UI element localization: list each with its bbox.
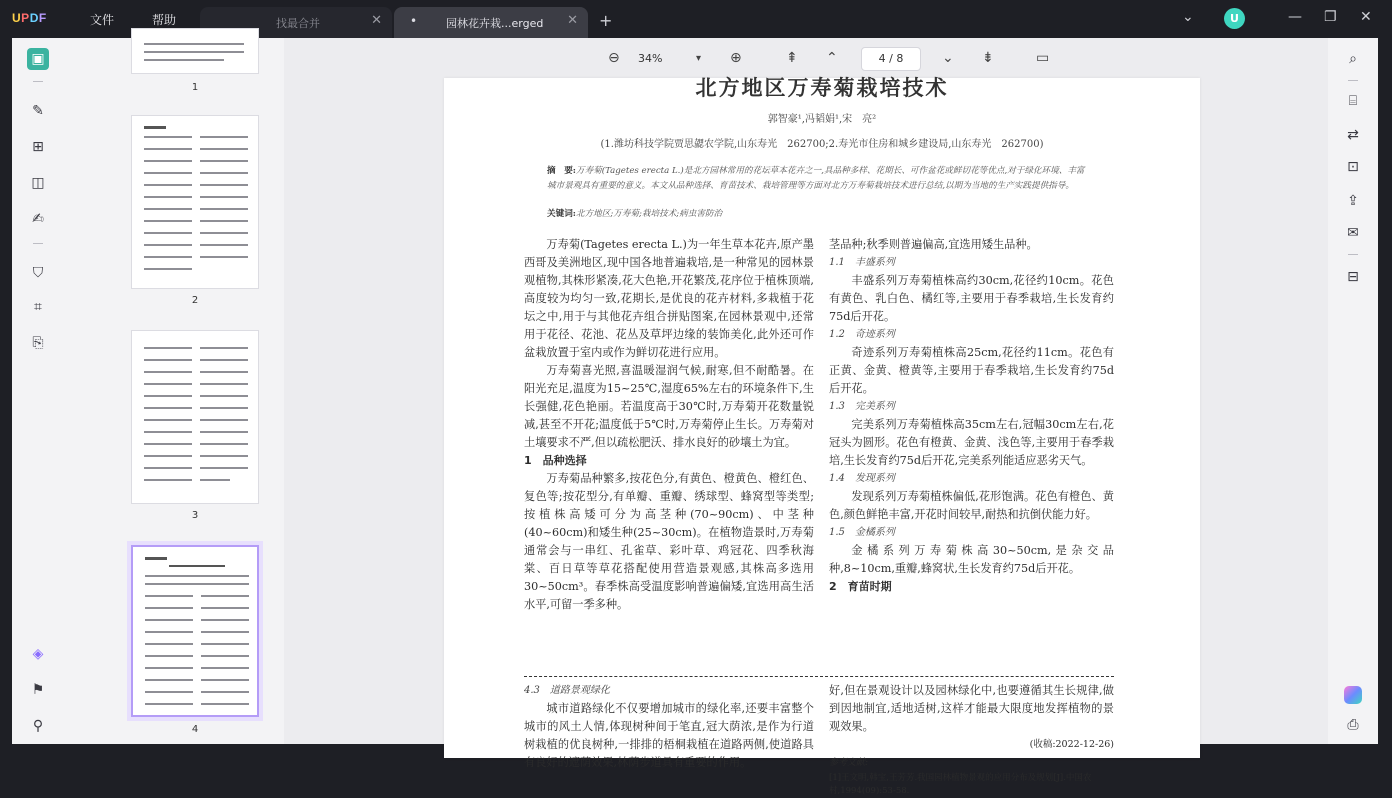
divider: [1348, 80, 1358, 81]
thumbnail-panel: [62, 38, 284, 744]
unsaved-dot-icon: •: [410, 14, 418, 28]
close-window-icon[interactable]: ✕: [1360, 9, 1372, 25]
paragraph: 发现系列万寿菊植株偏低,花形饱满。花色有橙色、黄色,颜色鲜艳丰富,开花时间较早,耐热和抗倒伏能力好。: [829, 490, 1114, 521]
document-title: 北方地区万寿菊栽培技术: [695, 75, 949, 100]
ocr-icon[interactable]: ⌸: [1348, 93, 1358, 109]
document-viewer: [284, 38, 1328, 796]
crop-icon[interactable]: ⌗: [34, 299, 42, 315]
page-input[interactable]: [861, 47, 921, 71]
left-column: [524, 236, 814, 614]
search-icon[interactable]: ⌕: [1349, 51, 1357, 67]
divider: [33, 243, 43, 244]
page-number-label: 3: [191, 510, 199, 521]
abstract-label: 摘 要:: [547, 166, 576, 176]
keywords-text: 北方地区;万寿菊;栽培技术;病虫害防治: [575, 209, 723, 219]
zoom-level[interactable]: 34%: [638, 52, 663, 65]
received-date: (收稿:2022-12-26): [1029, 739, 1114, 750]
pdf-page: [444, 75, 1200, 796]
subsection-heading: 1.1 丰盛系列: [829, 257, 895, 268]
tab-document-2[interactable]: [394, 7, 588, 38]
thumbnail-page-1[interactable]: [131, 28, 259, 74]
convert-file-icon[interactable]: ⇄: [1347, 127, 1359, 143]
paragraph: 茎品种;秋季则普遍偏高,宜选用矮生品种。: [829, 238, 1038, 251]
keywords-label: 关键词:: [547, 209, 576, 219]
close-icon[interactable]: ✕: [371, 13, 382, 28]
protect-file-icon[interactable]: ⊡: [1347, 159, 1359, 175]
lower-right-column: [829, 682, 1114, 798]
lower-left-column: [524, 682, 814, 772]
thumbnail-page-2[interactable]: [131, 115, 259, 289]
page-merge-divider: [524, 676, 1114, 677]
reader-mode-icon[interactable]: ▣: [27, 48, 49, 70]
reference-item: [1]王文明,韩宝,王芳芳.我国园林植物景观的应用分布及规划[J].中国农村,1994(09):53-58.: [829, 773, 1092, 796]
first-page-icon[interactable]: ⇞: [786, 50, 798, 66]
paragraph: 奇迹系列万寿菊植株高25cm,花径约11cm。花色有正黄、金黄、橙黄等,主要用于春季栽培,生长发育约75d后开花。: [829, 346, 1114, 395]
app-logo: UPDF: [12, 11, 47, 25]
paragraph: 金橘系列万寿菊株高30~50cm,是杂交品种,8~10cm,重瓣,蜂窝状,生长发育约75d后开花。: [829, 544, 1114, 575]
thumbnail-page-3[interactable]: [131, 330, 259, 504]
total-pages: 8: [896, 52, 904, 65]
document-affiliation: (1.潍坊科技学院贾思勰农学院,山东寿光 262700;2.寿光市住房和城乡建设局,山东寿光 262700): [600, 139, 1044, 150]
email-icon[interactable]: ✉: [1347, 225, 1359, 241]
tool-rail: [12, 38, 62, 744]
page-separator: /: [889, 52, 893, 65]
comment-icon[interactable]: ▭: [1036, 50, 1050, 66]
bookmark-icon[interactable]: ⚑: [31, 682, 45, 698]
subsection-heading: 1.5 金橘系列: [829, 527, 895, 538]
zoom-out-icon[interactable]: ⊖: [608, 50, 620, 66]
layers-icon[interactable]: ◈: [32, 646, 44, 662]
section-heading: 2 育苗时期: [829, 580, 892, 593]
thumbnail-page-4[interactable]: [131, 545, 259, 717]
divider: [33, 81, 43, 82]
app-window: [12, 38, 1378, 796]
subsection-heading: 4.3 道路景观绿化: [524, 685, 610, 696]
share-icon[interactable]: ⇪: [1347, 193, 1359, 209]
chevron-down-icon[interactable]: ⌄: [1182, 9, 1194, 25]
ai-assistant-icon[interactable]: [1344, 686, 1362, 704]
avatar[interactable]: U: [1224, 8, 1245, 29]
zoom-in-icon[interactable]: ⊕: [730, 50, 742, 66]
current-page: 4: [878, 52, 886, 65]
comment-pen-icon[interactable]: ✎: [32, 103, 44, 119]
page-number-label: 2: [191, 295, 199, 306]
organize-pages-icon[interactable]: ◫: [31, 175, 45, 191]
subsection-heading: 1.4 发现系列: [829, 473, 895, 484]
paragraph: 丰盛系列万寿菊植株高约30cm,花径约10cm。花色有黄色、乳白色、橘红等,主要用于春季栽培,生长发育约75d后开花。: [829, 274, 1114, 323]
references-label: 参考文献:: [829, 758, 869, 768]
divider: [1348, 254, 1358, 255]
new-tab-plus-icon[interactable]: +: [599, 11, 613, 30]
attachment-icon[interactable]: ⚲: [32, 718, 44, 734]
tab-label: 园林花卉栽...erged: [446, 17, 544, 30]
save-icon[interactable]: ⊟: [1347, 269, 1359, 285]
paragraph: 万寿菊喜光照,喜温暖湿润气候,耐寒,但不耐酷暑。在阳光充足,温度为15~25℃,湿度65%左右的环境条件下,生长强健,花色艳丽。若温度高于30℃时,万寿菊开花数量锐减,甚至不开花;温度低于5℃时,万寿菊停止生长。万寿菊对土壤要求不严,但以疏松肥沃、排水良好的砂壤土为宜。: [524, 364, 814, 449]
abstract: [547, 164, 1087, 194]
section-heading: 1 品种选择: [524, 454, 587, 467]
menu-help[interactable]: 帮助: [152, 13, 177, 27]
paragraph: 万寿菊品种繁多,按花色分,有黄色、橙黄色、橙红色、复色等;按花型分,有单瓣、重瓣、绣球型、蜂窝型等类型;按植株高矮可分为高茎种(70~90cm)、中茎种(40~60cm)和矮生种(25~30cm)。在植物造景时,万寿菊通常会与一串红、孔雀草、彩叶草、鸡冠花、四季秋海棠、百日草等草花搭配使用营造景观感,其株高多选用30~50cm³。春季株高受温度影响普遍偏矮,宜选用高生活水平,可留一季多种。: [524, 472, 814, 611]
paragraph: 完美系列万寿菊植株高35cm左右,冠幅30cm左右,花冠头为圆形。花色有橙黄、金黄、浅色等,主要用于春季栽培,生长发育约75d后开花,完美系列能适应恶劣天气。: [829, 418, 1114, 467]
last-page-icon[interactable]: ⇟: [982, 50, 994, 66]
abstract-text: 万寿菊(Tagetes erecta L.)是北方园林常用的花坛草本花卉之一,具品种多样、花期长、可作盆花或鲜切花等优点,对于绿化环境、丰富城市景观具有重要的意义。本文从品种选择、育苗技术、栽培管理等方面对北方万寿菊栽培技术进行总结,以期为当地的生产实践提供指导。: [547, 166, 1085, 191]
previous-page-icon[interactable]: ⌃: [826, 50, 838, 66]
keywords: [547, 207, 1087, 219]
chat-icon[interactable]: ⎙: [1347, 717, 1359, 733]
subsection-heading: 1.3 完美系列: [829, 401, 895, 412]
paragraph: 好,但在景观设计以及园林绿化中,也要遵循其生长规律,做到因地制宜,适地适树,这样才能最大限度地发挥植物的景观效果。: [829, 684, 1114, 733]
edit-text-icon[interactable]: ⊞: [32, 139, 44, 155]
right-column: [829, 236, 1114, 596]
convert-icon[interactable]: ⎘: [32, 335, 44, 351]
close-icon[interactable]: ✕: [567, 13, 578, 28]
subsection-heading: 1.2 奇迹系列: [829, 329, 895, 340]
page-number-label: 1: [191, 82, 199, 93]
paragraph: 万寿菊(Tagetes erecta L.)为一年生草本花卉,原产墨西哥及美洲地区,现中国各地普遍栽培,是一种常见的园林景观植物,其株形紧凑,花大色艳,开花繁茂,花序位于植株顶端,高度较为均匀一致,花期长,是优良的花卉材料,多栽植于花坛之中,用于与其他花卉组合拼贴图案,在园林景观中,还常用于花径、花池、花丛及草坪边缘的装饰美化,此外还可作盆栽放置于室内或作为鲜切花进行应用。: [524, 238, 814, 359]
protect-icon[interactable]: ⛉: [32, 265, 44, 281]
restore-icon[interactable]: ❐: [1324, 9, 1337, 25]
paragraph: 城市道路绿化不仅要增加城市的绿化率,还要丰富整个城市的风土人情,体现树种间于笔直,冠大荫浓,是作为行道树栽植的优良树种,一排排的梧桐栽植在道路两侧,使道路具有良好的遮荫效果,林荫步道具有重要的作用。: [524, 702, 814, 769]
fill-sign-icon[interactable]: ✍: [32, 211, 44, 227]
menu-file[interactable]: 文件: [90, 13, 115, 27]
minimize-icon[interactable]: —: [1288, 9, 1302, 25]
next-page-icon[interactable]: ⌄: [942, 50, 954, 66]
document-authors: 郭智豪¹,冯韬娟¹,宋 亮²: [767, 114, 877, 125]
right-tool-rail: [1328, 38, 1378, 744]
page-number-label: 4: [191, 724, 199, 735]
zoom-dropdown-icon[interactable]: ▾: [696, 53, 702, 64]
tab-label: 找最合并: [276, 17, 320, 30]
